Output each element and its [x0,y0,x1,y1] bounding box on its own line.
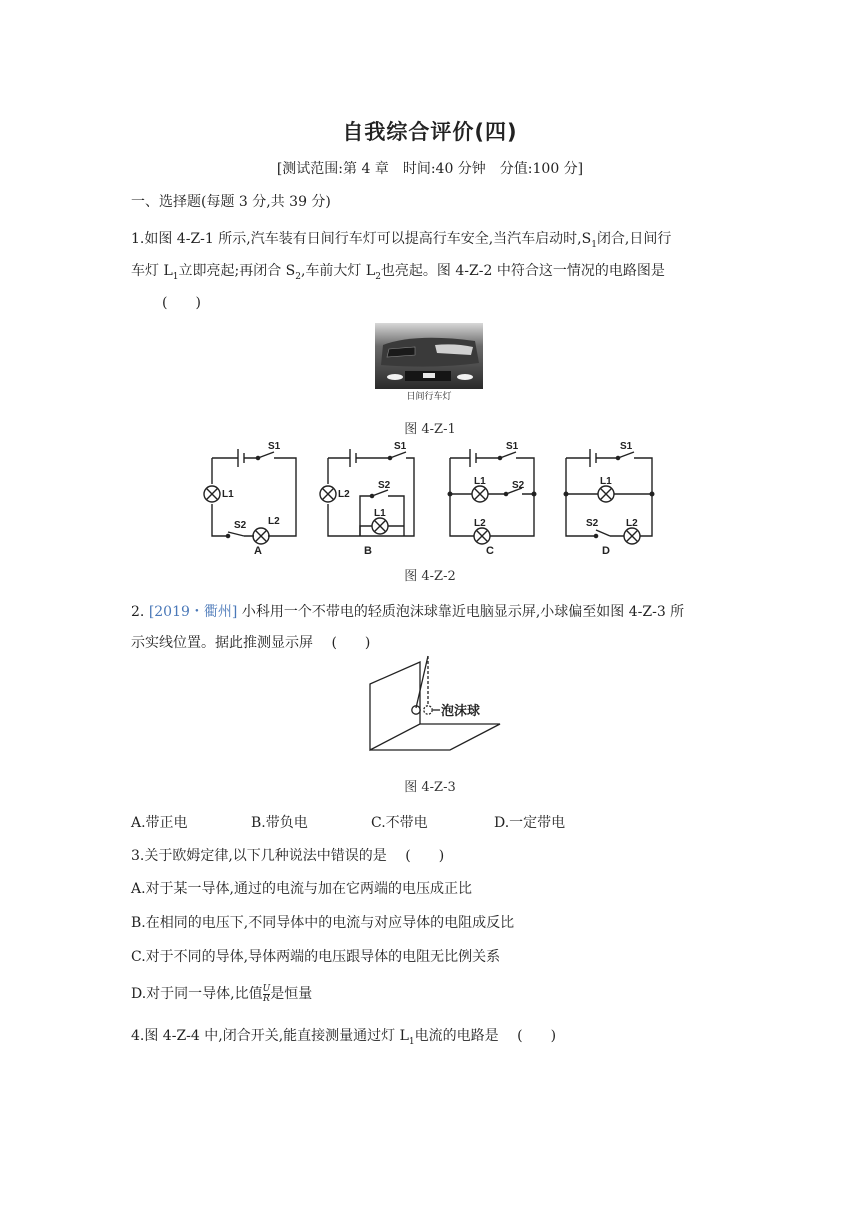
q1-line2: 车灯 $L_1$立即亮起;再闭合 $S_2$,车前大灯 $L_2$也亮起。图 4-Z-2 中符合这一情况的电路图是 [131,263,665,282]
label-d-l1: L1 [600,476,612,487]
q3-option-a[interactable]: A.对于某一导体,通过的电流与加在它两端的电压成正比 [131,881,473,897]
circuit-diagrams [200,436,660,558]
q3-option-c[interactable]: C.对于不同的导体,导体两端的电压跟导体的电阻无比例关系 [131,949,501,965]
label-c-l2: L2 [474,518,486,529]
section-heading: 一、选择题(每题 3 分,共 39 分) [131,194,331,210]
q3-option-b[interactable]: B.在相同的电压下,不同导体中的电流与对应导体的电阻成反比 [131,915,515,931]
circuit-b [320,449,414,536]
circuit-d [564,449,654,544]
label-c-s2: S2 [512,480,525,491]
q2-source: [2019・衢州] [148,604,238,620]
label-b-s1: S1 [394,441,407,452]
fig2-caption: 图 4-Z-2 [404,569,456,584]
fig1-caption: 图 4-Z-1 [404,422,456,437]
label-a-l2: L2 [268,516,280,527]
q2-option-d[interactable]: D.一定带电 [494,815,566,831]
q3-option-d[interactable]: D.对于同一导体,比值 $\frac{U}{R}$ 是恒量 [131,983,313,1004]
label-b-l2: L2 [338,489,350,500]
test-scope: [测试范围:第 4 章 时间:40 分钟 分值:100 分] [276,161,584,177]
label-b: B [364,545,372,557]
q4-stem: 4.图 4-Z-4 中,闭合开关,能直接测量通过灯 $L_1$电流的电路是 ( ) [131,1028,557,1047]
q2-option-b[interactable]: B.带负电 [251,815,308,831]
photo-label: 日间行车灯 [406,392,452,402]
label-d-s1: S1 [620,441,633,452]
q2-line1: 2. [2019・衢州] 小科用一个不带电的轻质泡沫球靠近电脑显示屏,小球偏至如图 4-Z-3 所 [131,604,685,620]
label-b-s2: S2 [378,480,391,491]
circuit-a [204,449,296,544]
label-b-l1: L1 [374,508,386,519]
q1-answer-bracket: ( ) [162,295,201,311]
label-c-s1: S1 [506,441,519,452]
q2-option-a[interactable]: A.带正电 [131,815,188,831]
fig3-caption: 图 4-Z-3 [404,780,456,795]
label-a: A [254,545,262,557]
foam-ball-figure [362,652,512,764]
label-d: D [602,545,610,557]
label-d-s2: S2 [586,518,599,529]
foam-ball-label: 泡沫球 [441,703,481,718]
fraction-u-over-r: $\frac{U}{R}$ [262,983,271,1004]
label-c-l1: L1 [474,476,486,487]
label-a-s1: S1 [268,441,281,452]
label-a-l1: L1 [222,489,234,500]
q1-line1: 1.如图 4-Z-1 所示,汽车装有日间行车灯可以提高行车安全,当汽车启动时$,S_1$闭合,日间行 [131,231,672,250]
q2-line2: 示实线位置。据此推测显示屏 ( ) [131,635,371,651]
circuit-c [448,449,536,544]
label-a-s2: S2 [234,520,247,531]
car-photo [375,323,483,405]
page-title: 自我综合评价(四) [342,120,518,144]
q2-option-c[interactable]: C.不带电 [371,815,428,831]
label-c: C [486,545,494,557]
label-d-l2: L2 [626,518,638,529]
q3-stem: 3.关于欧姆定律,以下几种说法中错误的是 ( ) [131,848,445,864]
